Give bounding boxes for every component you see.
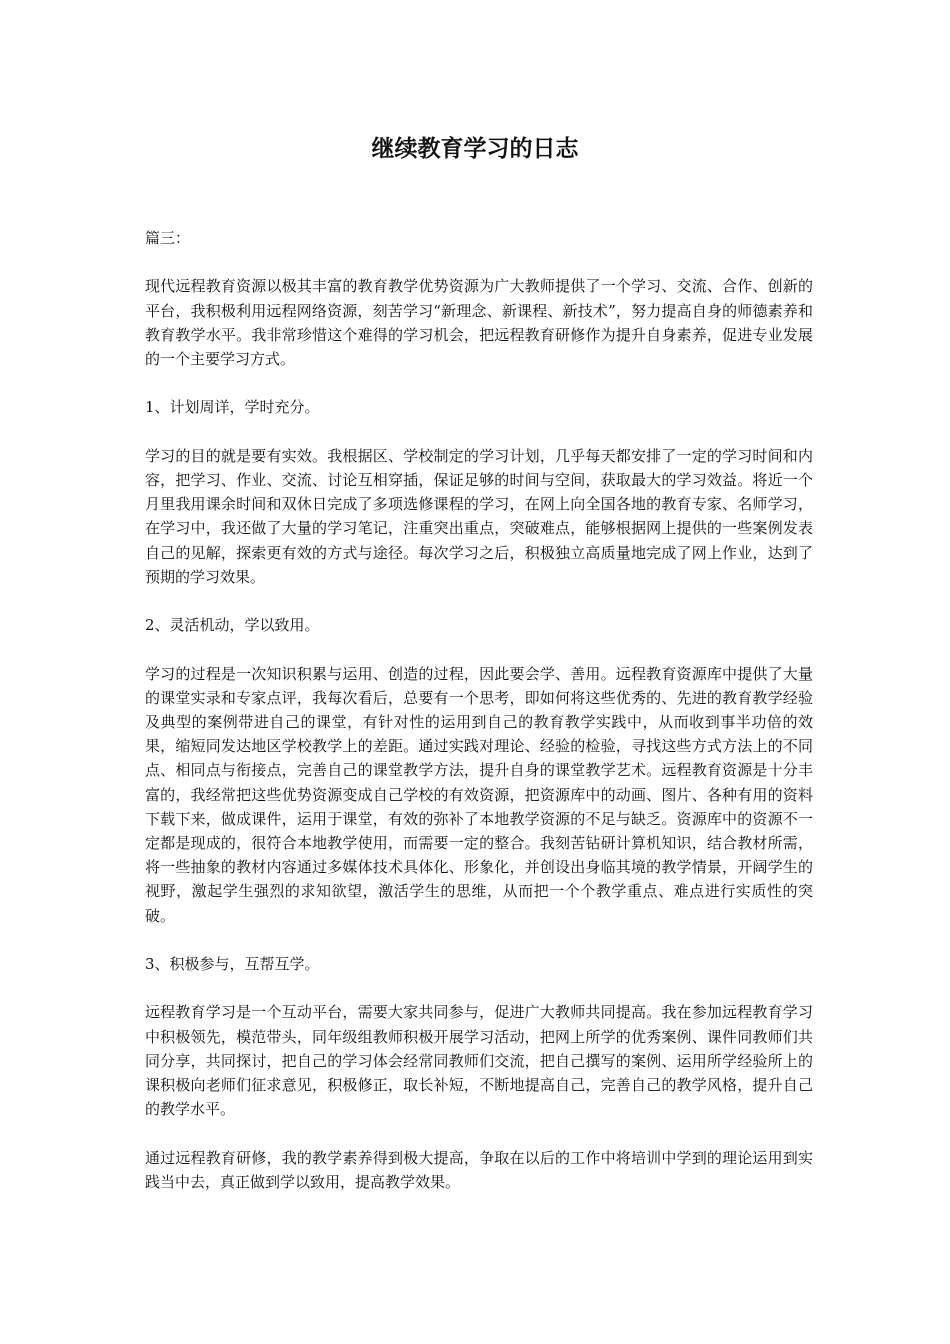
section-label: 篇三： bbox=[145, 229, 191, 247]
section-2-paragraph: 学习的过程是一次知识积累与运用、创造的过程，因此要会学、善用。远程教育资源库中提供了大量的课堂实录和专家点评，我每次看后，总要有一个思考，即如何将这些优秀的、先进的教育教学经验及典型的案例带进自己的课堂，有针对性的运用到自己的教育教学实践中，从而收到事半功倍的效果，缩短同发达地区学校教学上的差距。通过实践对理论、经验的检验，寻找这些方式方法上的不同点、相同点与衔接点，完善自己的课堂教学方法，提升自身的课堂教学艺术。远程教育资源是十分丰富的，我经常把这些优势资源变成自己学校的有效资源，把资源库中的动画、图片、各种有用的资料下载下来，做成课件，运用于课堂，有效的弥补了本地教学资源的不足与缺乏。资源库中的资源不一定都是现成的，很符合本地教学使用，而需要一定的整合。我刻苦钻研计算机知识，结合教材所需，将一些抽象的教材内容通过多媒体技术具体化、形象化，并创设出身临其境的教学情景，开阔学生的视野，激起学生强烈的求知欲望，激活学生的思维，从而把一个个教学重点、难点进行实质性的突破。 bbox=[145, 664, 813, 925]
conclusion-paragraph: 通过远程教育研修，我的教学素养得到极大提高，争取在以后的工作中将培训中学到的理论运用到实践当中去，真正做到学以致用，提高教学效果。 bbox=[145, 1148, 813, 1191]
intro-paragraph: 现代远程教育资源以极其丰富的教育教学优势资源为广大教师提供了一个学习、交流、合作、创新的平台，我积极利用远程网络资源，刻苦学习“新理念、新课程、新技术”，努力提高自身的师德素养和教育教学水平。我非常珍惜这个难得的学习机会，把远程教育研修作为提升自身素养，促进专业发展的一个主要学习方式。 bbox=[145, 277, 813, 368]
document-body bbox=[145, 226, 813, 1218]
section-heading-3: 3、积极参与，互帮互学。 bbox=[145, 955, 320, 973]
section-1-paragraph: 学习的目的就是要有实效。我根据区、学校制定的学习计划，几乎每天都安排了一定的学习时间和内容，把学习、作业、交流、讨论互相穿插，保证足够的时间与空间，获取最大的学习效益。将近一个月里我用课余时间和双休日完成了多项选修课程的学习，在网上向全国各地的教育专家、名师学习，在学习中，我还做了大量的学习笔记，注重突出重点，突破难点，能够根据网上提供的一些案例发表自己的见解，探索更有效的方式与途径。每次学习之后，积极独立高质量地完成了网上作业，达到了预期的学习效果。 bbox=[145, 446, 813, 586]
section-heading-2: 2、灵活机动，学以致用。 bbox=[145, 616, 320, 635]
section-heading-1: 1、计划周详，学时充分。 bbox=[145, 398, 320, 417]
section-3-paragraph: 远程教育学习是一个互动平台，需要大家共同参与，促进广大教师共同提高。我在参加远程教育学习中积极领先，模范带头，同年级组教师积极开展学习活动，把网上所学的优秀案例、课件同教师们共同分享，共同探讨，把自己的学习体会经常同教师们交流，把自己撰写的案例、运用所学经验所上的课积极向老师们征求意见，积极修正，取长补短，不断地提高自己，完善自己的教学风格，提升自己的教学水平。 bbox=[145, 1003, 813, 1119]
document-title: 继续教育学习的日志 bbox=[371, 135, 579, 162]
